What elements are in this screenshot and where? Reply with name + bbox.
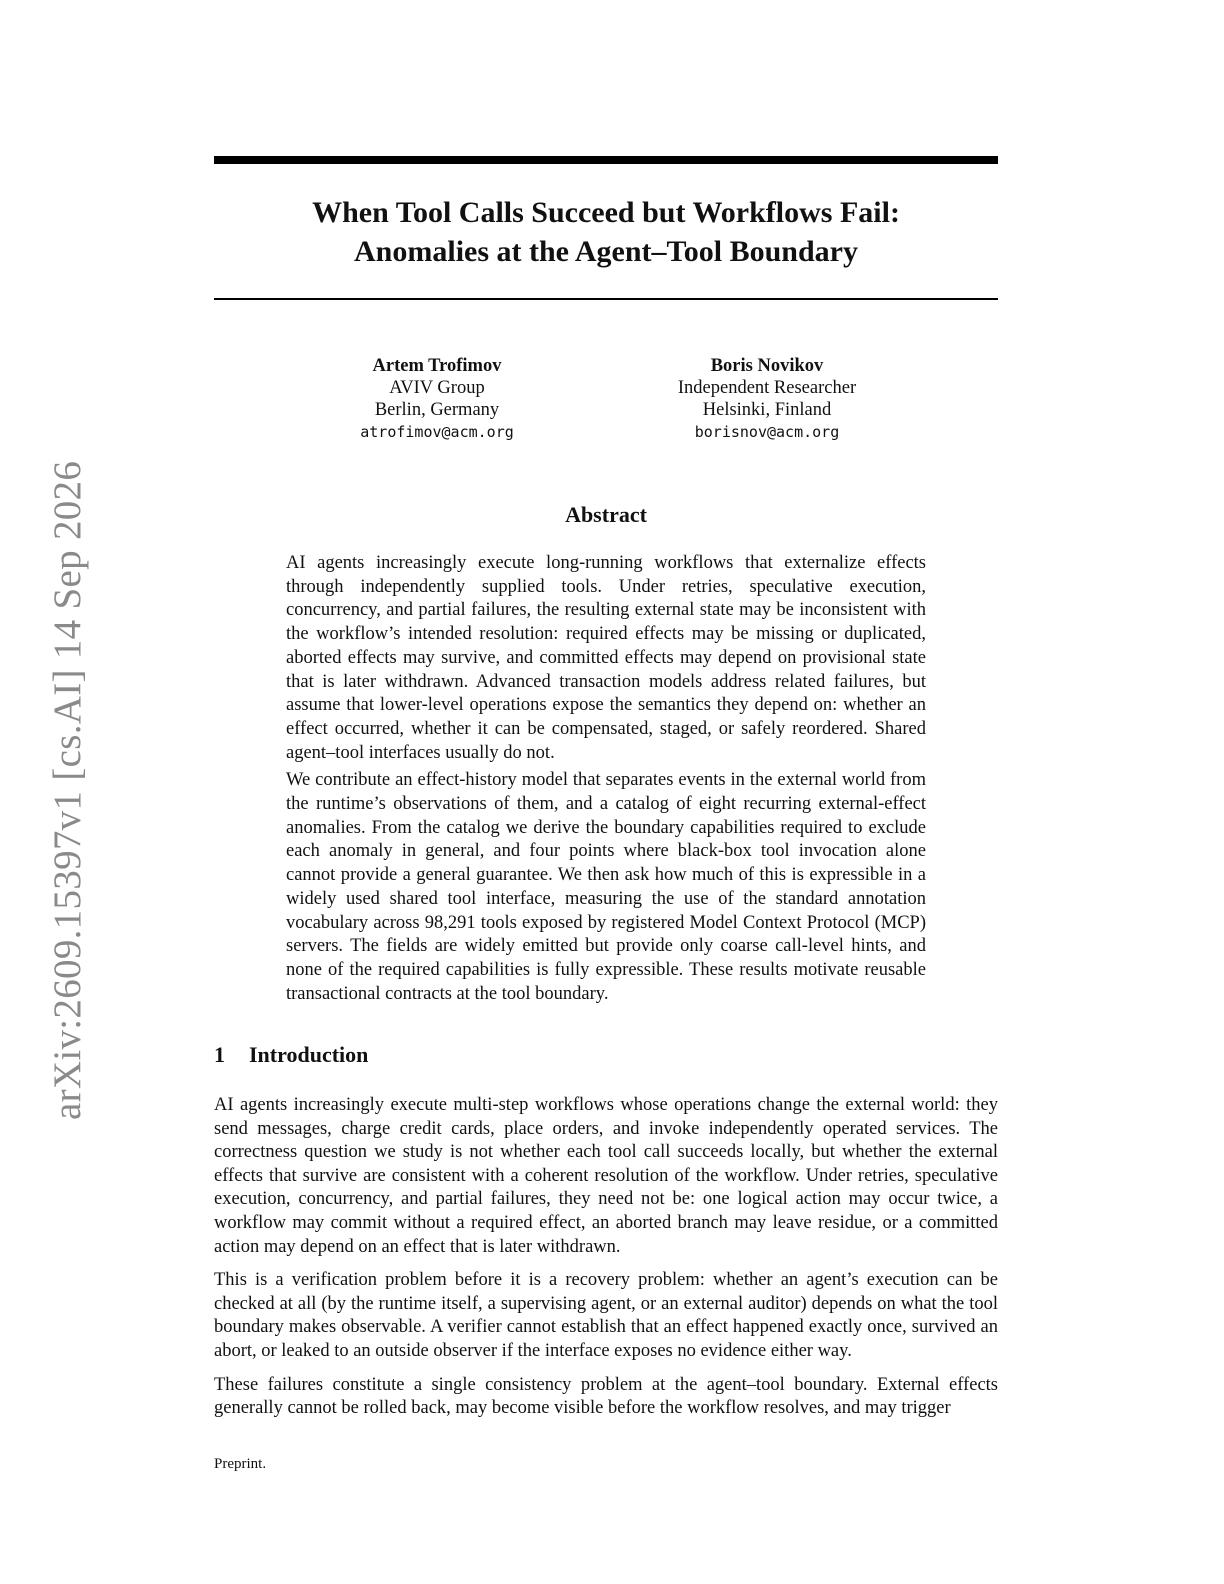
arxiv-identifier: arXiv:2609.15397v1 [cs.AI] 14 Sep 2026 bbox=[46, 460, 89, 1120]
author-email[interactable]: borisnov@acm.org bbox=[694, 423, 840, 441]
author-location: Berlin, Germany bbox=[374, 400, 500, 420]
paper-title bbox=[214, 193, 998, 271]
author-block-2 bbox=[637, 355, 897, 443]
abstract-paragraph-2: We contribute an effect-history model that separates events in the external world from the runtime’s observations of them, and a catalog of eight recurring external-effect anomalies. From the catalog we derive the boundary capabilities required to exclude each anomaly in general, and four points where black-box tool invocation alone cannot provide a general guarantee. We then ask how much of this is expressible in a widely used shared tool interface, measuring the use of the standard annotation vocabulary across 98,291 tools exposed by registered Model Context Protocol (MCP) servers. The fields are widely emitted but provide only coarse call-level hints, and none of the required capabilities is fully expressible. These results motivate reusable transactional contracts at the tool boundary. bbox=[286, 770, 926, 1004]
author-affiliation: AVIV Group bbox=[389, 378, 485, 398]
title-line-2: Anomalies at the Agent–Tool Boundary bbox=[354, 235, 858, 268]
title-top-rule bbox=[214, 156, 998, 164]
title-line-1: When Tool Calls Succeed but Workflows Fail: bbox=[312, 196, 900, 229]
author-name: Boris Novikov bbox=[710, 356, 824, 376]
body-paragraph-1: AI agents increasingly execute multi-step workflows whose operations change the external world: they send messages, charge credit cards, place orders, and invoke independently operated services. The correctness question we study is not whether each tool call succeeds locally, but whether the external effects that survive are consistent with a coherent resolution of the workflow. Under retries, speculative execution, concurrency, and partial failures, they need not be: one logical action may occur twice, a workflow may commit without a required effect, an aborted branch may leave residue, or a committed action may depend on an effect that is later withdrawn. bbox=[214, 1095, 998, 1257]
abstract-heading: Abstract bbox=[565, 502, 647, 527]
abstract-body bbox=[286, 552, 926, 1010]
title-bottom-rule bbox=[214, 298, 998, 300]
section-number: 1 bbox=[214, 1042, 225, 1067]
abstract-paragraph-1: AI agents increasingly execute long-running workflows that externalize effects through independently supplied tools. Under retries, speculative execution, concurrency, and partial failures, the resulting external state may be inconsistent with the workflow’s intended resolution: required effects may be missing or duplicated, aborted effects may survive, and committed effects may depend on provisional state that is later withdrawn. Advanced transaction models address related failures, but assume that lower-level operations expose the semantics they depend on: whether an effect occurred, whether it can be compensated, staged, or safely reordered. Shared agent–tool interfaces usually do not. bbox=[286, 553, 926, 763]
introduction-body bbox=[214, 1094, 998, 1431]
footer-note: Preprint. bbox=[214, 1456, 267, 1472]
author-location: Helsinki, Finland bbox=[702, 400, 832, 420]
section-heading bbox=[214, 1042, 368, 1068]
section-title: Introduction bbox=[249, 1042, 369, 1067]
author-block-1 bbox=[307, 355, 567, 443]
body-paragraph-2: This is a verification problem before it is a recovery problem: whether an agent’s execution can be checked at all (by the runtime itself, a supervising agent, or an external auditor) depends on what the tool boundary makes observable. A verifier cannot establish that an effect happened exactly once, survived an abort, or leaked to an outside observer if the interface exposes no evidence either way. bbox=[214, 1270, 998, 1361]
author-name: Artem Trofimov bbox=[372, 356, 502, 376]
author-email[interactable]: atrofimov@acm.org bbox=[360, 423, 514, 441]
body-paragraph-3: These failures constitute a single consistency problem at the agent–tool boundary. External effects generally cannot be rolled back, may become visible before the workflow resolves, and may trigger bbox=[214, 1374, 998, 1419]
author-affiliation: Independent Researcher bbox=[677, 378, 857, 398]
